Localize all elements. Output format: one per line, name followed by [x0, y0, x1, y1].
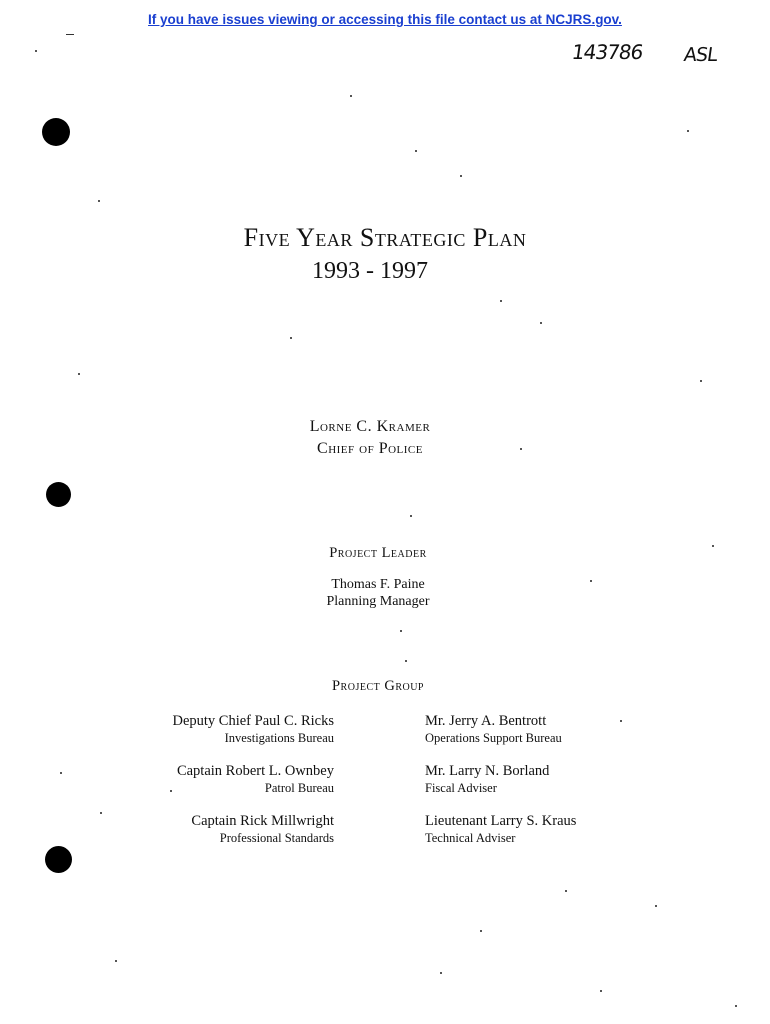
punch-hole-top [42, 118, 70, 146]
group-member [191, 813, 334, 847]
project-leader-heading: Project Leader [329, 545, 427, 561]
member-role: Investigations Bureau [224, 731, 334, 745]
member-role: Technical Adviser [425, 831, 516, 845]
handwritten-initials: ASL [682, 44, 719, 66]
group-member [177, 763, 334, 797]
plan-years: 1993 - 1997 [312, 258, 428, 284]
member-name: Deputy Chief Paul C. Ricks [172, 713, 334, 729]
member-role: Patrol Bureau [264, 781, 334, 795]
document-title: Five Year Strategic Plan [243, 223, 527, 252]
chief-name: Lorne C. Kramer [309, 418, 431, 435]
member-role: Operations Support Bureau [425, 731, 562, 745]
group-member [425, 813, 576, 847]
member-role: Fiscal Adviser [425, 781, 497, 795]
ncjrs-access-link[interactable]: If you have issues viewing or accessing this file contact us at NCJRS.gov. [148, 12, 622, 27]
group-member [425, 763, 549, 797]
group-member [425, 713, 562, 747]
project-group-heading: Project Group [331, 678, 424, 694]
project-leader-role: Planning Manager [326, 594, 430, 609]
scan-mark [66, 34, 74, 35]
project-leader-name: Thomas F. Paine [331, 577, 425, 592]
member-name: Captain Rick Millwright [191, 813, 334, 829]
punch-hole-middle [46, 482, 71, 507]
member-name: Mr. Jerry A. Bentrott [425, 713, 547, 729]
chief-title: Chief of Police [317, 440, 423, 457]
group-member [172, 713, 334, 747]
member-role: Professional Standards [219, 831, 334, 845]
member-name: Lieutenant Larry S. Kraus [425, 813, 577, 829]
handwritten-document-number: 143786 [570, 40, 645, 64]
member-name: Captain Robert L. Ownbey [176, 763, 334, 779]
punch-hole-bottom [45, 846, 72, 873]
member-name: Mr. Larry N. Borland [425, 763, 550, 779]
